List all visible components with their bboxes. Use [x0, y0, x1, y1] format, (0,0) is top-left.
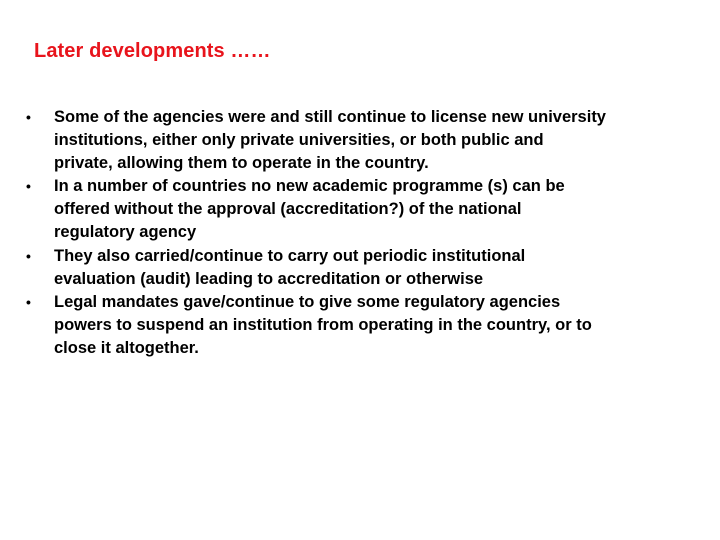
bullet-item: [26, 291, 696, 360]
bullet-item: [26, 245, 696, 291]
bullet-item: [26, 106, 696, 175]
bullet-text-line: close it altogether.: [54, 338, 199, 357]
bullet-text-line: In a number of countries no new academic programme (s) can be: [54, 177, 565, 196]
bullet-text-line: evaluation (audit) leading to accreditation or otherwise: [54, 269, 484, 288]
bullet-text-line: Legal mandates gave/continue to give some regulatory agencies: [54, 292, 561, 311]
bullet-item: [26, 175, 696, 244]
slide-title: Later developments ……: [34, 40, 271, 62]
bullet-marker-icon: •: [26, 109, 31, 125]
bullet-text-line: offered without the approval (accreditation?) of the national: [54, 200, 522, 219]
bullet-marker-icon: •: [26, 178, 31, 195]
bullet-text-line: They also carried/continue to carry out periodic institutional: [54, 246, 526, 265]
bullet-text-line: private, allowing them to operate in the country.: [54, 154, 429, 173]
bullet-list: [26, 106, 696, 360]
bullet-text-line: powers to suspend an institution from operating in the country, or to: [54, 315, 592, 334]
bullet-text-line: regulatory agency: [54, 223, 197, 242]
bullet-text-line: institutions, either only private universities, or both public and: [54, 131, 544, 150]
bullet-marker-icon: •: [26, 293, 31, 310]
bullet-marker-icon: •: [26, 247, 31, 264]
bullet-text-line: Some of the agencies were and still continue to license new university: [54, 108, 606, 126]
